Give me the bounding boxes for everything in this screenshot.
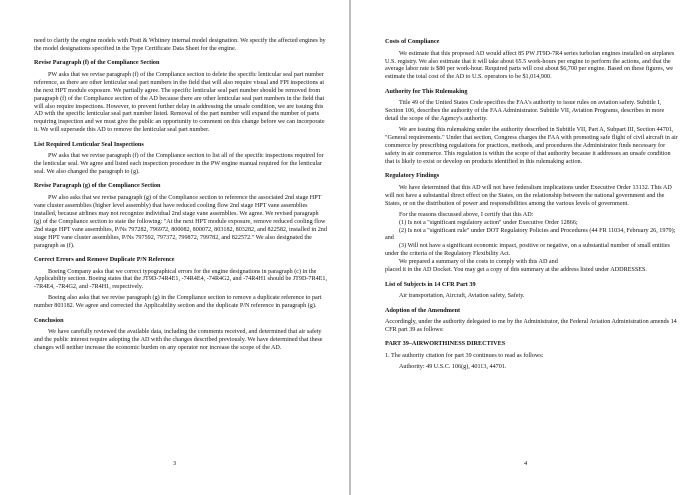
- section-paragraph: We have determined that this AD will not have federalism implications under Executive Order 13132. This AD will not have a substantial direct effect on the States, on the relationship between the national government and the States, or on the distribution of power and responsibilities among the various levels of government.: [385, 184, 672, 207]
- section-paragraph: PW asks that we revise paragraph (f) of the Compliance section to delete the specific lenticular seal part number reference, as there are other lenticular seal part numbers in the field that will also require visual and FPI inspections at the next HPT module exposure. We partially agree. The specific lenticular seal part number should be removed from paragraph (f) of the Compliance section of the AD because there are other lenticular seal part numbers in the field that will also require inspections. However, to prevent further delay in addressing the unsafe condition, we are issuing this AD with the specific lenticular seal part number listed. Removal of the part number will expand the number of parts requiring inspection and we must give the public an opportunity to comment on this change before we can incorporate it. We will supersede this AD to remove the lenticular seal part number.: [34, 71, 325, 134]
- section-paragraph: We have carefully reviewed the available data, including the comments received, and determined that air safety and the public interest require adopting the AD with the changes described previously. We have determined that these changes will neither increase the economic burden on any operator nor increase the scope of the AD.: [34, 329, 323, 352]
- section-paragraph: Air transportation, Aircraft, Aviation safety, Safety.: [399, 293, 525, 300]
- section-paragraph: PW also asks that we revise paragraph (g) of the Compliance section to reference the associated 2nd stage HPT vane cluster assemblies (higher level assembly) that have reduced cooling flow 2nd stage HPT vane assemblies installed, because airlines may not recognize individual 2nd stage vane assemblies. We agree. We revised paragraph (g) of the Compliance section to state the following: "At the next HPT module exposure, remove reduced cooling flow 2nd stage HPT vane assemblies, P/Ns 797282, 796972, 800082, 800072, 803182, 803282, and 822582, installed in 2nd stage HPT vane cluster assemblies, P/Ns 797592, 797372, 799872, 799782, and 822572." We also designated the paragraph as (f).: [34, 195, 327, 249]
- document-page-4: [351, 0, 700, 495]
- intro-paragraph: need to clarify the engine models with Pratt & Whitney internal model designation. We specify the affected engines by the model designations specified in the Type Certificate Data Sheet for the engine.: [34, 38, 326, 52]
- section-paragraph: We prepared a summary of the costs to comply with this AD and: [399, 259, 558, 266]
- page-number: 3: [172, 460, 177, 467]
- section-heading-authority: Authority for This Rulemaking: [385, 87, 468, 95]
- section-heading-part-39: PART 39–AIRWORTHINESS DIRECTIVES: [385, 340, 506, 348]
- section-heading-correct-errors: Correct Errors and Remove Duplicate P/N Reference: [34, 255, 175, 263]
- section-paragraph: Accordingly, under the authority delegated to me by the Administrator, the Federal Aviation Administration amends 14 CFR part 39 as follows:: [385, 319, 677, 333]
- section-heading-adoption: Adoption of the Amendment: [385, 306, 461, 314]
- section-heading-revise-g: Revise Paragraph (g) of the Compliance Section: [34, 182, 161, 190]
- section-heading-regulatory: Regulatory Findings: [385, 172, 440, 180]
- section-heading-lenticular-inspections: List Required Lenticular Seal Inspections: [34, 140, 144, 148]
- document-page-3: [0, 0, 349, 495]
- page-3-body: [34, 38, 327, 353]
- authority-citation: Authority: 49 U.S.C. 106(g), 40113, 44701.: [399, 364, 507, 371]
- section-paragraph: Boeing also asks that we revise paragraph (g) in the Compliance section to remove a duplicate reference to part number 803182. We agree and corrected the Applicability section and the duplicate P/N reference in paragraph (g).: [34, 295, 322, 310]
- section-paragraph: placed it in the AD Docket. You may get a copy of this summary at the address listed under ADDRESSES.: [385, 267, 647, 274]
- section-heading-subjects: List of Subjects in 14 CFR Part 39: [385, 280, 476, 288]
- section-paragraph: PW asks that we revise paragraph (f) of the Compliance section to list all of the specific inspections required for the lenticular seal. We agree and listed each inspection procedure in the PW engine manual required for the lenticular seal. We also changed the paragraph to (g).: [34, 153, 324, 176]
- section-heading-costs: Costs of Compliance: [385, 38, 440, 45]
- section-heading-revise-f: Revise Paragraph (f) of the Compliance Section: [34, 59, 160, 67]
- section-paragraph: We estimate that this proposed AD would affect 85 PW JT9D-7R4 series turbofan engines installed on airplanes U.S. registry. We also estimate that it will take about 65.5 work-hours per engine to perform the actions, and that the average labor rate is $80 per work-hour. Required parts will cost about $6,700 per engine. Based on these figures, we estimate the total cost of the AD to U.S. operators to be $1,014,900.: [385, 50, 675, 81]
- page-4-body: [385, 38, 678, 372]
- list-item: (2) Is not a "significant rule" under DOT Regulatory Policies and Procedures (44 FR 11034, February 26, 1979); and: [385, 227, 676, 242]
- section-paragraph: 1. The authority citation for part 39 continues to read as follows:: [385, 353, 544, 359]
- section-heading-conclusion: Conclusion: [34, 316, 64, 324]
- section-paragraph: For the reasons discussed above, I certify that this AD:: [399, 211, 534, 218]
- section-paragraph: Boeing Company asks that we correct typographical errors for the engine designations in paragraph (c) in the Applicability section. Boeing states that the JT9D-74R4E1, -74R4E4, -74R4G2, and -74R4H1 should be JT9D-7R4E1, -7R4E4, -7R4G2, and -7R4H1, respectively.: [34, 268, 328, 291]
- section-paragraph: Title 49 of the United States Code specifies the FAA's authority to issue rules on aviation safety. Subtitle I, Section 106, describes the authority of the FAA Administrator. Subtitle VII, Aviation Programs, describes in more detail the scope of the Agency's authority.: [385, 100, 665, 123]
- page-number: 4: [523, 460, 528, 467]
- list-item: (3) Will not have a significant economic impact, positive or negative, on a substantial number of small entities under the criteria of the Regulatory Flexibility Act.: [385, 243, 670, 258]
- section-paragraph: We are issuing this rulemaking under the authority described in Subtitle VII, Part A, Subpart III, Section 44701, "General requirements." Under that section, Congress charges the FAA with promoting safe flight of civil aircraft in air commerce by prescribing regulations for practices, methods, and procedures the Administrator finds necessary for safety in air commerce. This regulation is within the scope of that authority because it addresses an unsafe condition that is likely to exist or develop on products identified in this rulemaking action.: [385, 127, 678, 165]
- list-item: (1) Is not a "significant regulatory action" under Executive Order 12866;: [399, 219, 578, 226]
